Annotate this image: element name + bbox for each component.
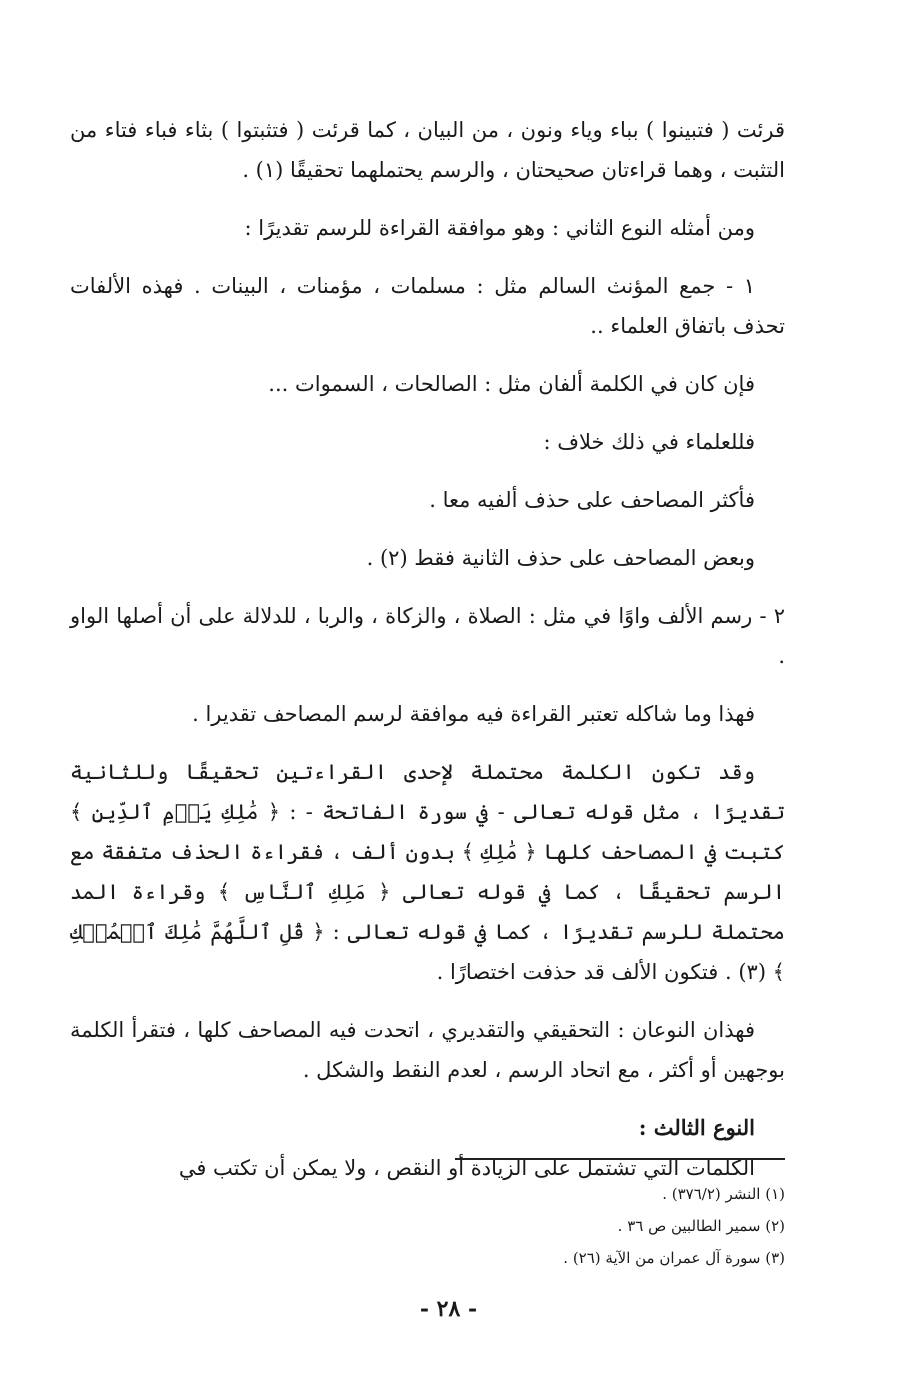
paragraph-9: فهذا وما شاكله تعتبر القراءة فيه موافقة لرسم المصاحف تقديرا . — [192, 702, 755, 726]
paragraph-8: ٢ - رسم الألف واوًا في مثل : الصلاة ، والزكاة ، والربا ، للدلالة على أن أصلها الواو . — [70, 604, 785, 668]
paragraph-4: فإن كان في الكلمة ألفان مثل : الصالحات ، السموات ... — [268, 372, 755, 396]
footnotes — [70, 1178, 785, 1274]
paragraph-5: فللعلماء في ذلك خلاف : — [543, 430, 755, 454]
section-heading: النوع الثالث : — [638, 1115, 755, 1140]
footnote-divider — [455, 1158, 785, 1160]
page-body — [70, 110, 785, 1188]
paragraph-12: الكلمات التي تشتمل على الزيادة أو النقص ، ولا يمكن أن تكتب في — [178, 1156, 755, 1180]
paragraph-1: قرئت ( فتبينوا ) بباء وياء ونون ، من البيان ، كما قرئت ( فتثبتوا ) بثاء فباء فتاء من التثبت ، وهما قراءتان صحيحتان ، والرسم يحتملهما تحقيقًا (١) . — [70, 118, 785, 182]
footnote-3: (٣) سورة آل عمران من الآية (٢٦) . — [563, 1249, 785, 1267]
footnote-2: (٢) سمير الطالبين ص ٣٦ . — [617, 1217, 785, 1235]
paragraph-7: وبعض المصاحف على حذف الثانية فقط (٢) . — [366, 546, 755, 570]
paragraph-10: وقد تكون الكلمة محتملة لإحدى القراءتين تحقيقًا وللثانية تقديرًا ، مثل قوله تعالى - في سورة الفاتحة - : ﴿ مَٰلِكِ يَوۡمِ ٱلدِّينِ ﴾ كتبت في المصاحف كلها ﴿ مَٰلِكِ ﴾ بدون ألف ، فقراءة الحذف متفقة مع الرسم تحقيقًا ، كما في قوله تعالى ﴿ مَلِكِ ٱلنَّاسِ ﴾ وقراءة المد محتملة للرسم تقديرًا ، كما في قوله تعالى : ﴿ قُلِ ٱللَّهُمَّ مَٰلِكَ ٱلۡمُلۡكِ ﴾ (٣) . فتكون الألف قد حذفت اختصارًا . — [70, 760, 785, 984]
footnote-1: (١) النشر (٣٧٦/٢) . — [662, 1185, 785, 1203]
page-number: - ٢٨ - — [419, 1296, 478, 1322]
paragraph-11: فهذان النوعان : التحقيقي والتقديري ، اتحدت فيه المصاحف كلها ، فتقرأ الكلمة بوجهين أو أكثر ، مع اتحاد الرسم ، لعدم النقط والشكل . — [70, 1018, 785, 1082]
paragraph-6: فأكثر المصاحف على حذف ألفيه معا . — [429, 488, 755, 512]
paragraph-3: ١ - جمع المؤنث السالم مثل : مسلمات ، مؤمنات ، البينات . فهذه الألفات تحذف باتفاق العلماء .. — [70, 274, 785, 338]
paragraph-2: ومن أمثله النوع الثاني : وهو موافقة القراءة للرسم تقديرًا : — [244, 216, 755, 240]
